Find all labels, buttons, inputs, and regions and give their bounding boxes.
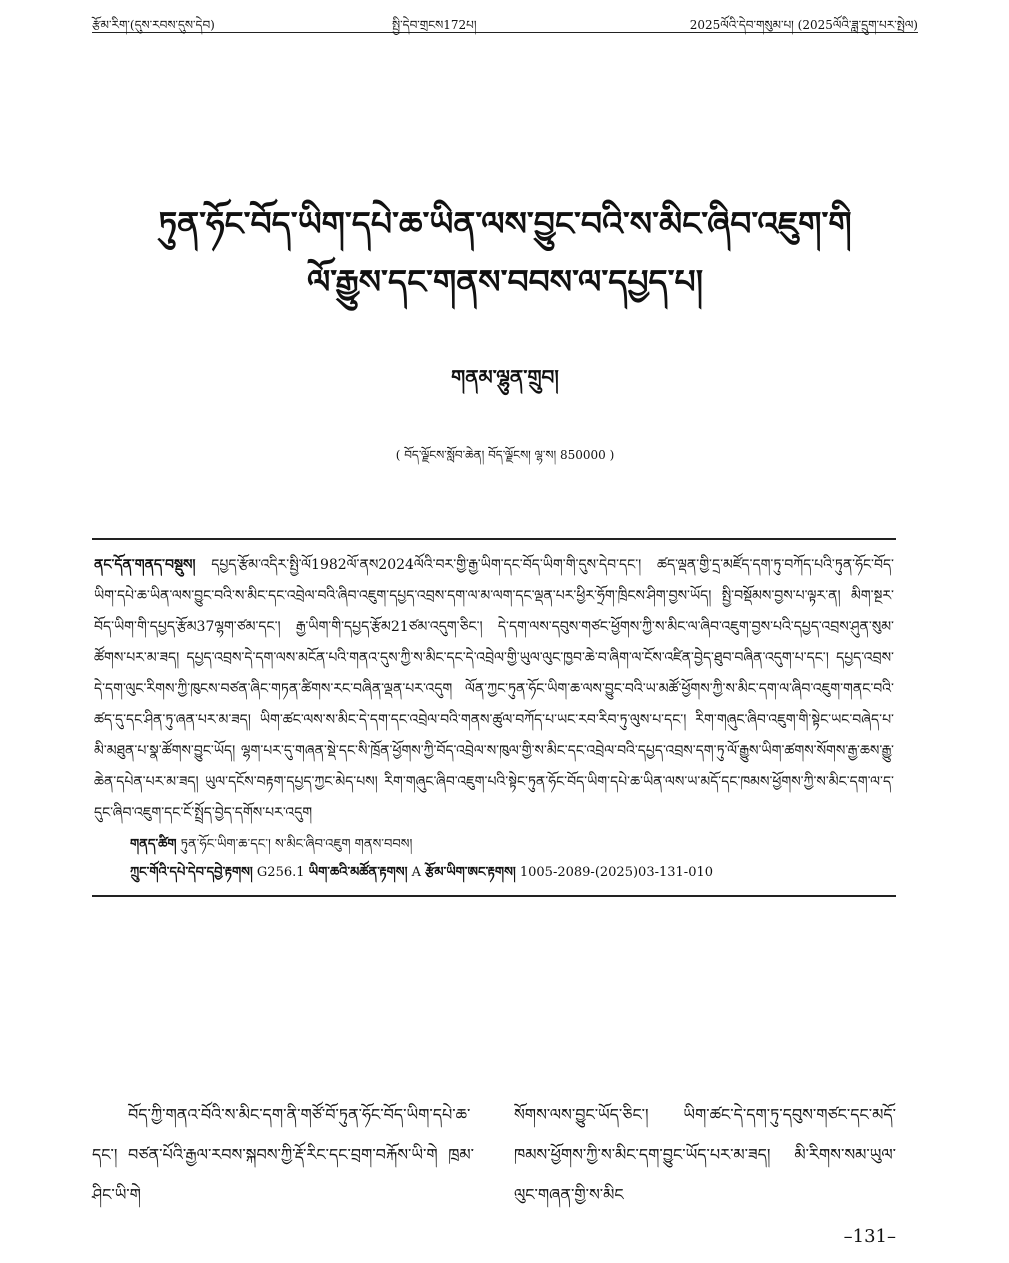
doc-code-value: A [407,865,426,880]
title-line-2: ལོ་རྒྱུས་དང་གནས་བབས་ལ་དཔྱད་པ། [306,262,704,301]
running-header [92,10,918,33]
body-column-left: བོད་ཀྱི་གནའ་བོའི་ས་མིང་དག་ནི་གཙོ་བོ་ཏུན་ཧོང་བོད་ཡིག་དཔེ་ཆ་དང་། བཙན་པོའི་རྒྱལ་རབས་སྐབས་ཀྱི་རྡོ་རིང་དང་བྲག་བརྐོས་ཡི་གེ ཁྲམ་ཤིང་ཡི་གེ [92,1105,474,1204]
keywords [92,833,896,857]
article-id-label: རྩོམ་ཡིག་ཨང་རྟགས། [425,865,516,880]
abstract-text: དཔྱད་རྩོམ་འདིར་སྤྱི་ལོ1982ལོ་ནས2024ལོའི་བར་གྱི་རྒྱ་ཡིག་དང་བོད་ཡིག་གི་དུས་དེབ་དང་། ཚད་ལྡན་གྱི་དྲ་མཛོད་དག་ཏུ་བཀོད་པའི་ཏུན་ཧོང་བོད་ཡིག་དཔེ་ཆ་ཡིན་ལས་བྱུང་བའི་ས་མིང་དང་འབྲེལ་བའི་ཞིབ་འཇུག་དཔྱད་འབྲས་དག་ལ་མ་ལག་དང་ལྡན་པར་ཕྱིར་ཧྲོག་ཁྲིངས་ཤིག་བྱས་ཡོད། སྤྱི་བསྡོམས་བྱས་པ་ལྟར་ན། མིག་སྔར་བོད་ཡིག་གི་དཔྱད་རྩོམ37ལྷག་ཙམ་དང་། རྒྱ་ཡིག་གི་དཔྱད་རྩོམ21ཙམ་འདུག་ཅིང་། དེ་དག་ལས་དབུས་གཙང་ཕྱོགས་ཀྱི་ས་མིང་ལ་ཞིབ་འཇུག་བྱས་པའི་དཔྱད་འབྲས་ཤུན་སུམ་ཚོགས་པར་མ་ཟད། དཔྱད་འབྲས་དེ་དག་ལས་མངོན་པའི་གནའ་དུས་ཀྱི་ས་མིང་དང་དེ་འབྲེལ་གྱི་ཡུལ་ལུང་ཁྱབ་ཆེ་བ་ཞིག་ལ་ངོས་འཛིན་བྱེད་ཐུབ་བཞིན་འདུག་པ་དང་། དཔྱད་འབྲས་དེ་དག་ལུང་རིགས་ཀྱི་ཁུངས་བཙན་ཞིང་གཏན་ཚིགས་རང་བཞིན་ལྡན་པར་འདུག ལོན་ཀྱང་ཏུན་ཧོང་ཡིག་ཆ་ལས་བྱུང་བའི་ཡ་མཚོ་ཕྱོགས་ཀྱི་ས་མིང་དག་ལ་ཞིབ་འཇུག་གནང་བའི་ཚད་དུ་དང་ཤིན་ཏུ་ཞན་པར་མ་ཟད། ཡིག་ཚང་ལས་ས་མིང་དེ་དག་དང་འབྲེལ་བའི་གནས་ཚུལ་བཀོད་པ་ཡང་རབ་རིབ་ཏུ་ལུས་པ་དང་། རིག་གཞུང་ཞིབ་འཇུག་གི་སྟེང་ཡང་བཞེད་པ་མི་མཐུན་པ་སྣ་ཚོགས་བྱུང་ཡོད། ལྷག་པར་དུ་གཞན་སྡེ་དང་སི་ཁྲོན་ཕྱོགས་ཀྱི་བོད་འབྲེལ་ས་ཁུལ་གྱི་ས་མིང་དང་འབྲེལ་བའི་དཔྱད་འབྲས་དག་ཏུ་ལོ་རྒྱུས་ཡིག་ཚགས་སོགས་རྒྱ་ཆས་རྒྱུ་ཆེན་དཔེན་པར་མ་ཟད། ཡུལ་དངོས་བརྟག་དཔྱད་ཀྱང་མེད་པས། རིག་གཞུང་ཞིབ་འཇུག་པའི་སྟེང་ཏུན་ཧོང་བོད་ཡིག་དཔེ་ཆ་ཡིན་ལས་ཡ་མདོ་དང་ཁམས་ཕྱོགས་ཀྱི་ས་མིང་དག་ལ་ད་དུང་ཞིབ་འཇུག་དང་ངོ་སྤྲོད་བྱེད་དགོས་པར་འདུག [94,557,894,821]
abstract-label: ནང་དོན་གནད་བསྡུས། [94,557,196,573]
classification-line [92,861,896,885]
keywords-text: ཏུན་ཧོང་ཡིག་ཆ་དང་། ས་མིང་ཞིབ་འཇུག གནས་བབས། [176,837,413,852]
page-number: –131– [843,1226,896,1247]
article-id-value: 1005-2089-(2025)03-131-010 [515,865,714,880]
article-title [92,195,918,311]
doc-code-label: ཡིག་ཆའི་མཚོན་རྟགས། [308,865,408,880]
keywords-label: གནད་ཚིག [130,837,177,852]
body-columns [92,1095,896,1215]
author-affiliation: ( བོད་ལྗོངས་སློབ་ཆེན། བོད་ལྗོངས། ལྷ་ས། 850000 ) [395,448,615,462]
header-journal-name: རྩོམ་རིག་(དུས་རབས་དུས་དེབ) [92,18,215,32]
body-column-right: སོགས་ལས་བྱུང་ཡོད་ཅིང་། ཡིག་ཚང་དེ་དག་ཏུ་དབུས་གཙང་དང་མདོ་ཁམས་ཕྱོགས་ཀྱི་ས་མིང་དག་བྱུང་ཡོད་པར་མ་ཟད། མི་རིགས་སམ་ཡུལ་ལུང་གཞན་གྱི་ས་མིང [514,1105,896,1204]
author-name: གནམ་ལྷུན་གྲུབ། [451,365,559,389]
abstract [92,550,896,829]
header-issue-date: 2025ལོའི་དེབ་གསུམ་པ། (2025ལོའི་ཟླ་དྲུག་པར་སྤེལ) [689,18,918,32]
abstract-box [92,538,896,897]
clc-label: ཀྲུང་གོའི་དཔེ་དེབ་དབྱེ་རྟགས། [130,865,253,880]
header-issue-number: སྤྱི་དེབ་གྲངས172པ། [392,18,477,32]
clc-value: G256.1 [252,865,309,880]
title-line-1: ཏུན་ཧོང་བོད་ཡིག་དཔེ་ཆ་ཡིན་ལས་བྱུང་བའི་ས་མིང་ཞིབ་འཇུག་གི [158,204,852,243]
